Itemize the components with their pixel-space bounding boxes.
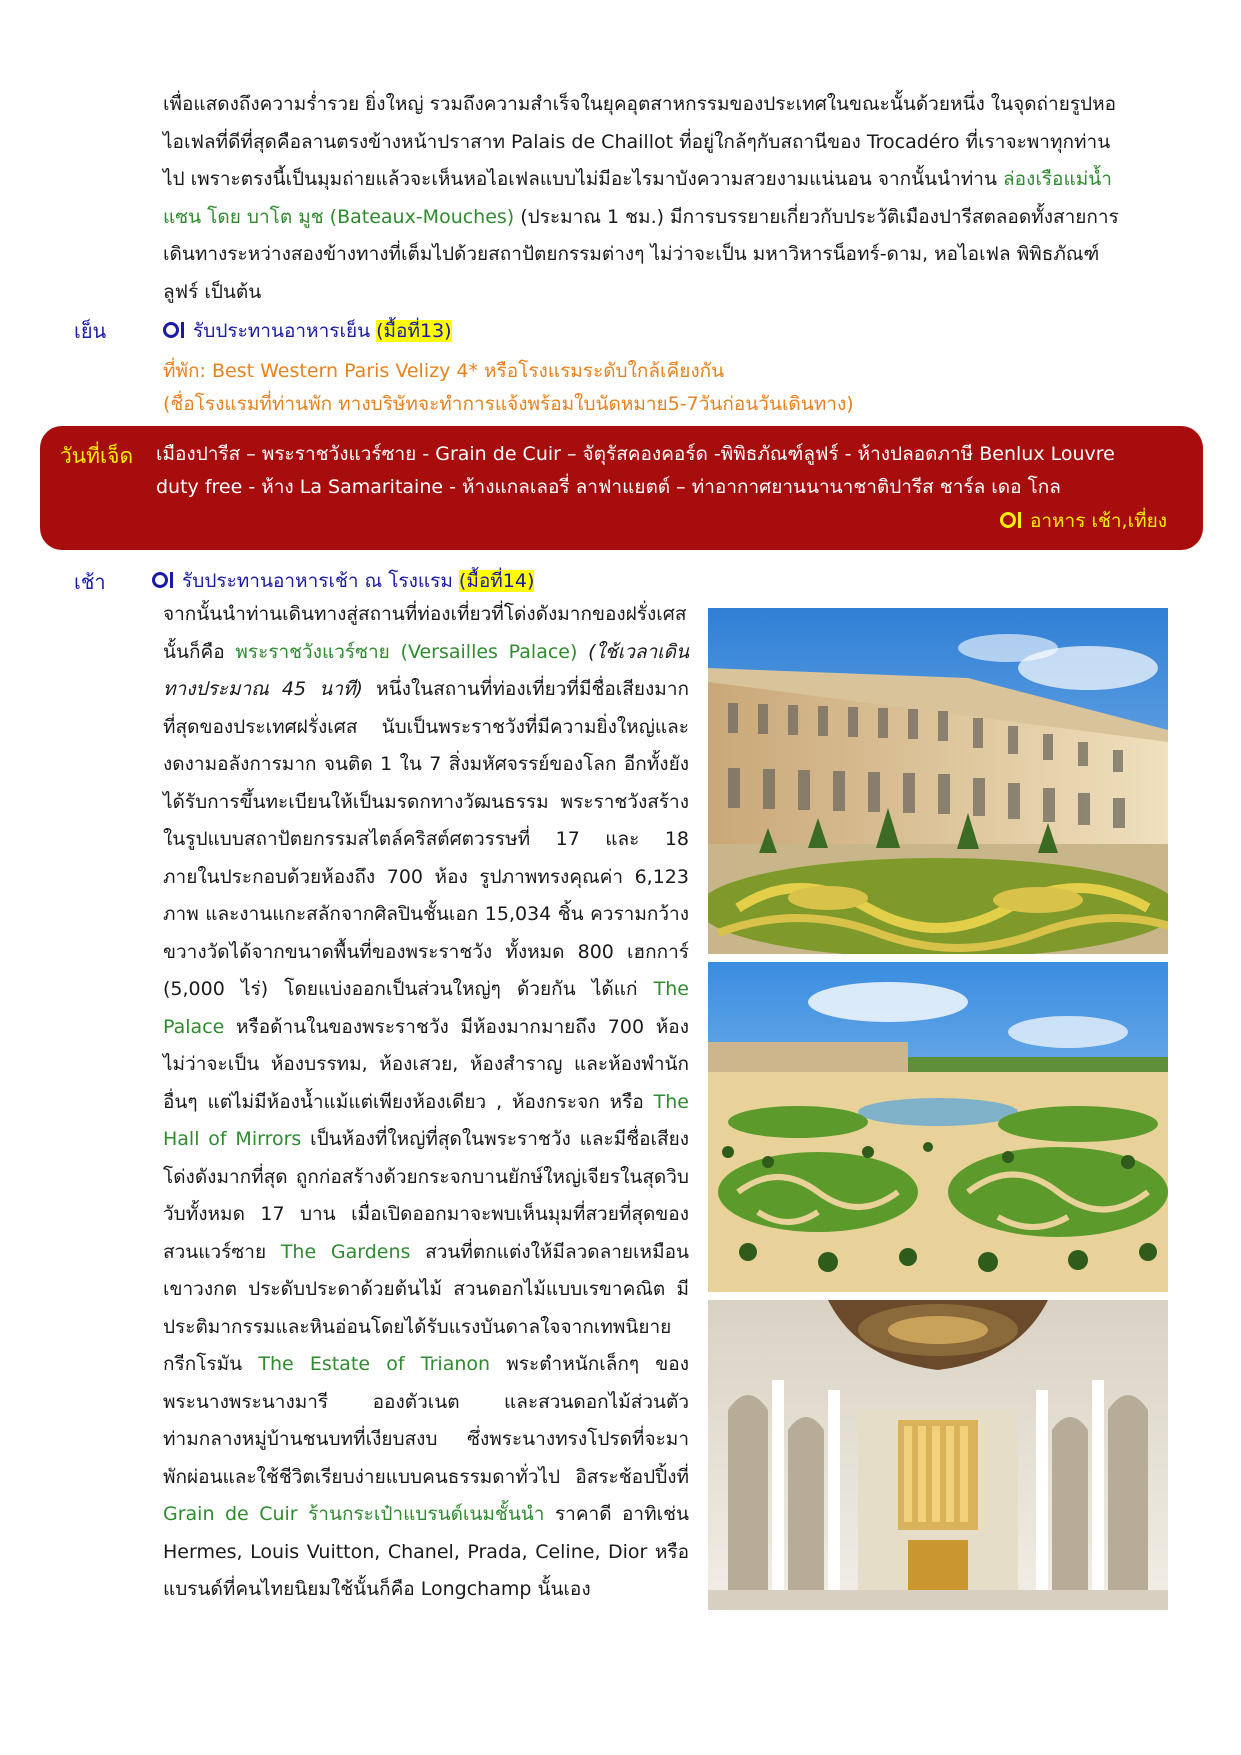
royal-chapel-image: [708, 1300, 1168, 1610]
seine-cruise-link: ล่องเรือแม่น้ำ: [1003, 168, 1112, 190]
day-label: วันที่เจ็ด: [60, 444, 134, 468]
evening-meal-line: [163, 316, 452, 346]
hotel-note: (ชื่อโรงแรมที่ท่านพัก ทางบริษัทจะทำการแจ้งพร้อมใบนัดหมาย5-7วันก่อนวันเดินทาง): [163, 393, 854, 415]
gardens-photo: [708, 962, 1168, 1292]
intro-text: ไป เพราะตรงนี้เป็นมุมถ่ายแล้วจะเห็นหอไอเฟลแบบไม่มีอะไรมาบังความสวยงามแน่นอน จากนั้นนำท่าน: [163, 168, 1003, 190]
estate-of-trianon-text: The Estate of Trianon: [258, 1353, 491, 1375]
dish-icon: [152, 572, 168, 588]
morning-meal-count: (มื้อที่14): [458, 570, 535, 592]
the-gardens-text: The Gardens: [280, 1240, 411, 1263]
intro-text: (ประมาณ 1 ชม.) มีการบรรยายเกี่ยวกับประวัติเมืองปารีสตลอดทั้งสายการ: [514, 205, 1119, 228]
intro-line-1: เพื่อแสดงถึงความร่ำรวย ยิ่งใหญ่ รวมถึงความสำเร็จในยุคอุตสาหกรรมของประเทศในขณะนั้นด้วยหนึ่ง ในจุดถ่ายรูปหอ: [163, 93, 1117, 115]
route-line-2: duty free - ห้าง La Samaritaine - ห้างแกลเลอรี่ ลาฟาแยตต์ – ท่าอากาศยานนานาชาติปารีส ชาร์ล เดอ โกล: [156, 476, 1061, 498]
evening-meal-text: รับประทานอาหารเย็น: [193, 320, 377, 342]
body-text: เป็นห้องที่ใหญ่ที่สุดในพระราชวัง และมีชื่อเสียงโด่งดังมากที่สุด ถูกก่อสร้างด้วยกระจกบานยักษ์ใหญ่เจียรในสุดวิบวับทั้งหมด 17 บาน เมื่อเปิดออกมาจะพบเห็นมุมที่สวยที่สุดของสวนแวร์ซาย: [163, 1128, 690, 1263]
travel-time-note: (ใช้เวลาเดินทางประมาณ 45 นาที): [163, 640, 689, 700]
evening-time-label: เย็น: [74, 319, 107, 343]
body-text: ราคาดี อาทิเช่น Hermes, Louis Vuitton, Chanel, Prada, Celine, Dior หรือแบรนด์ที่คนไทยนิยมใช้นั้นก็คือ Longchamp นั้นเอง: [163, 1503, 689, 1600]
hotel-info: ที่พัก: Best Western Paris Velizy 4* หรือโรงแรมระดับใกล้เคียงกัน: [163, 360, 725, 382]
body-text: จากนั้นนำท่านเดินทางสู่สถานที่ท่องเที่ยวที่โด่งดังมากของฝรั่งเศส นั้นก็คือ: [163, 603, 687, 663]
intro-line-3: [163, 161, 1173, 199]
intro-line-5: เดินทางระหว่างสองข้างทางที่เต็มไปด้วยสถาปัตยกรรมต่างๆ ไม่ว่าจะเป็น มหาวิหารน็อทร์-ดาม, หอไอเฟล พิพิธภัณฑ์: [163, 243, 1100, 265]
versailles-palace-text: พระราชวังแวร์ซาย (Versailles Palace): [235, 640, 578, 663]
day-meals: [1000, 506, 1167, 536]
grain-de-cuir-text: Grain de Cuir ร้านกระเป๋าแบรนด์เนมชั้นนำ: [163, 1503, 545, 1525]
route-line-1: เมืองปารีส – พระราชวังแวร์ซาย - Grain de Cuir – จัตุรัสคองคอร์ด -พิพิธภัณฑ์ลูฟร์ - ห้างปลอดภาษี Benlux Louvre: [156, 443, 1115, 465]
palace-facade-image: [708, 608, 1168, 954]
dish-icon: [163, 322, 179, 338]
the-palace-text: The Palace: [163, 978, 689, 1038]
intro-paragraph: [163, 86, 1173, 311]
day-seven-banner: [40, 426, 1203, 550]
body-text: พระตำหนักเล็กๆ ของพระนางพระนางมารี อองตัวเนต และสวนดอกไม้ส่วนตัว ท่ามกลางหมู่บ้านชนบทที่เงียบสงบ ซึ่งพระนางทรงโปรดที่จะมาพักผ่อนและใช้ชีวิตเรียบง่ายแบบคนธรรมดาทั่วไป อิสระช้อปปิ้งที่: [163, 1353, 689, 1488]
body-text: หรือด้านในของพระราชวัง มีห้องมากมายถึง 700 ห้อง ไม่ว่าจะเป็น ห้องบรรทม, ห้องเสวย, ห้องสำราญ และห้องพำนักอื่นๆ แต่ไม่มีห้องน้ำแม้แต่เพียงห้องเดียว , ห้องกระจก หรือ: [163, 1015, 689, 1113]
body-text: สวนที่ตกแต่งให้มีลวดลายเหมือนเขาวงกต ประดับประดาด้วยต้นไม้ สวนดอกไม้แบบเรขาคณิต มีประติมากรรมและหินอ่อนโดยได้รับแรงบันดาลใจจากเทพนิยายกรีกโรมัน: [163, 1240, 689, 1375]
day-meals-text: อาหาร เช้า,เที่ยง: [1029, 510, 1167, 532]
palace-facade-photo: [708, 608, 1168, 954]
intro-line-4: [163, 199, 1173, 237]
gardens-image: [708, 962, 1168, 1292]
hall-of-mirrors-text: The Hall of Mirrors: [163, 1090, 689, 1150]
versailles-description: [163, 596, 689, 1609]
intro-line-2: ไอเฟลที่ดีที่สุดคือลานตรงข้างหน้าปราสาท Palais de Chaillot ที่อยู่ใกล้ๆกับสถานีของ Trocadéro ที่เราจะพาทุกท่าน: [163, 130, 1111, 153]
morning-meal-line: [152, 566, 534, 596]
dish-icon: [1000, 512, 1016, 528]
intro-line-6: ลูฟร์ เป็นต้น: [163, 280, 262, 303]
royal-chapel-photo: [708, 1300, 1168, 1610]
morning-time-label: เช้า: [74, 570, 106, 594]
body-text: หนึ่งในสถานที่ท่องเที่ยวที่มีชื่อเสียงมากที่สุดของประเทศฝรั่งเศส นับเป็นพระราชวังที่มีความยิ่งใหญ่และงดงามอลังการมาก จนติด 1 ใน 7 สิ่งมหัศจรรย์ของโลก อีกทั้งยังได้รับการขึ้นทะเบียนให้เป็นมรดกทางวัฒนธรรม พระราชวังสร้างในรูปแบบสถาปัตยกรรมสไตล์คริสต์ศตวรรษที่ 17 และ 18 ภายในประกอบด้วยห้องถึง 700 ห้อง รูปภาพทรงคุณค่า 6,123 ภาพ และงานแกะสลักจากศิลปินชั้นเอก 15,034 ชิ้น ควรามกว้างขวางวัดได้จากขนาดพื้นที่ของพระราชวัง ทั้งหมด 800 เฮกการ์ (5,000 ไร่) โดยแบ่งออกเป็นส่วนใหญ่ๆ ด้วยกัน ได้แก่: [163, 678, 689, 1000]
evening-meal-count: (มื้อที่13): [376, 320, 452, 342]
bateaux-mouches-text: แซน โดย บาโต มูช (Bateaux-Mouches): [163, 205, 515, 228]
route-summary: [156, 438, 1186, 504]
morning-meal-text: รับประทานอาหารเช้า ณ โรงแรม: [182, 570, 459, 592]
